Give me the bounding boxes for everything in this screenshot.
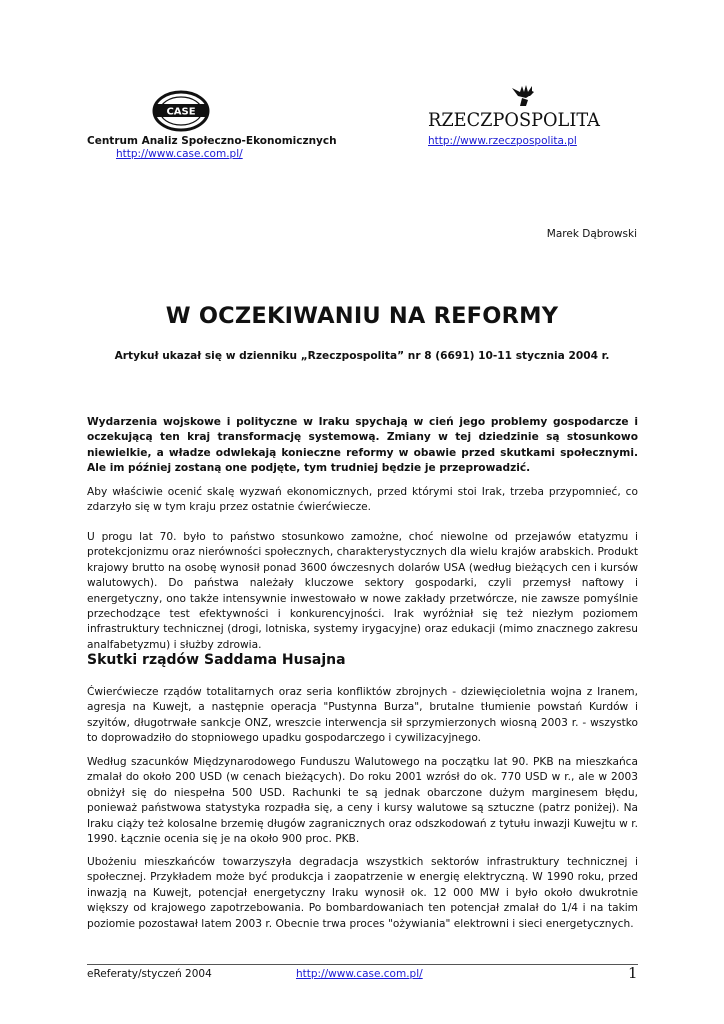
section-heading: Skutki rządów Saddama Husajna [87, 652, 346, 668]
footer-divider [87, 964, 638, 965]
case-logo [152, 90, 210, 132]
rzeczpospolita-logo-text: RZECZPOSPOLITA [428, 109, 601, 131]
case-url-link[interactable]: http://www.case.com.pl/ [116, 148, 243, 160]
rzeczpospolita-url-link[interactable]: http://www.rzeczpospolita.pl [428, 135, 577, 147]
section-paragraph: Ubożeniu mieszkańców towarzyszyła degradacja wszystkich sektorów infrastruktury technicznej i społecznej. Przykładem może być produkcja i zaopatrzenie w energię elektryczną. W 1990 roku, przed inwazją na Kuwejt, potencjał energetyczny Iraku wynosił ok. 12 000 MW i było około dwukrotnie większy od krajowego zapotrzebowania. Po bombardowaniach ten potencjał zmalał do 1/4 i na takim poziomie pozostawał latem 2003 r. Obecnie trwa proces "ożywiania" elektrowni i sieci energetycznych. [87, 856, 638, 930]
body-paragraph: Aby właściwie ocenić skalę wyzwań ekonomicznych, przed którymi stoi Irak, trzeba przypomnieć, co zdarzyło się w tym kraju przez ostatnie ćwierćwiecze. [87, 486, 638, 514]
article-source: Artykuł ukazał się w dzienniku „Rzeczpospolita” nr 8 (6691) 10-11 stycznia 2004 r. [114, 350, 610, 362]
lead-paragraph: Wydarzenia wojskowe i polityczne w Iraku spychają w cień jego problemy gospodarcze i oczekującą ten kraj transformację systemową. Zmiany w tej dziedzinie są stosunkowo niewielkie, a władze odwlekają konieczne reformy w obawie przed skutkami społecznymi. Ale im później zostaną one podjęte, tym trudniej będzie je przeprowadzić. [87, 416, 638, 475]
author-name: Marek Dąbrowski [546, 228, 637, 240]
page-number: 1 [628, 964, 638, 982]
footer-label: eReferaty/styczeń 2004 [87, 968, 212, 980]
article-title: W OCZEKIWANIU NA REFORMY [165, 303, 559, 329]
rzeczpospolita-logo [426, 84, 602, 132]
center-name: Centrum Analiz Społeczno-Ekonomicznych [87, 135, 337, 147]
footer-url-link[interactable]: http://www.case.com.pl/ [296, 968, 423, 980]
section-paragraph: Według szacunków Międzynarodowego Funduszu Walutowego na początku lat 90. PKB na mieszkańca zmalał do około 200 USD (w cenach bieżących). Do roku 2001 wzrósł do ok. 770 USD w r., ale w 2003 obniżył się do niespełna 500 USD. Rachunki te są jednak obarczone dużym marginesem błędu, ponieważ państwowa statystyka rozpadła się, a ceny i kursy walutowe są sztuczne (patrz poniżej). Na Iraku ciąży też kolosalne brzemię długów zagranicznych oraz odszkodowań z tytułu inwazji Kuwejtu w r. 1990. Łącznie ocenia się je na około 900 proc. PKB. [87, 756, 638, 846]
case-logo-text: CASE [166, 106, 196, 118]
section-paragraph: Ćwierćwiecze rządów totalitarnych oraz seria konfliktów zbrojnych - dziewięcioletnia wojna z Iranem, agresja na Kuwejt, a następnie operacja "Pustynna Burza", brutalne tłumienie powstań Kurdów i szyitów, długotrwałe sankcje ONZ, wreszcie interwencja sił sprzymierzonych wiosną 2003 r. - wszystko to doprowadziło do stopniowego upadku gospodarczego i cywilizacyjnego. [87, 686, 638, 745]
body-paragraph: U progu lat 70. było to państwo stosunkowo zamożne, choć niewolne od przejawów etatyzmu i protekcjonizmu oraz nierówności społecznych, charakterystycznych dla wielu krajów arabskich. Produkt krajowy brutto na osobę wynosił ponad 3600 ówczesnych dolarów USA (według bieżących cen i kursów walutowych). Do państwa należały kluczowe sektory gospodarki, czyli przemysł naftowy i energetyczny, ono także intensywnie inwestowało w nowe zakłady przetwórcze, nie zawsze pomyślnie przechodzące test efektywności i konkurencyjności. Irak wyróżniał się też niezłym poziomem infrastruktury technicznej (drogi, lotniska, systemy irygacyjne) oraz edukacji (mimo znacznego zakresu analfabetyzmu) i służby zdrowia. [87, 531, 638, 651]
eagle-icon [512, 85, 534, 106]
